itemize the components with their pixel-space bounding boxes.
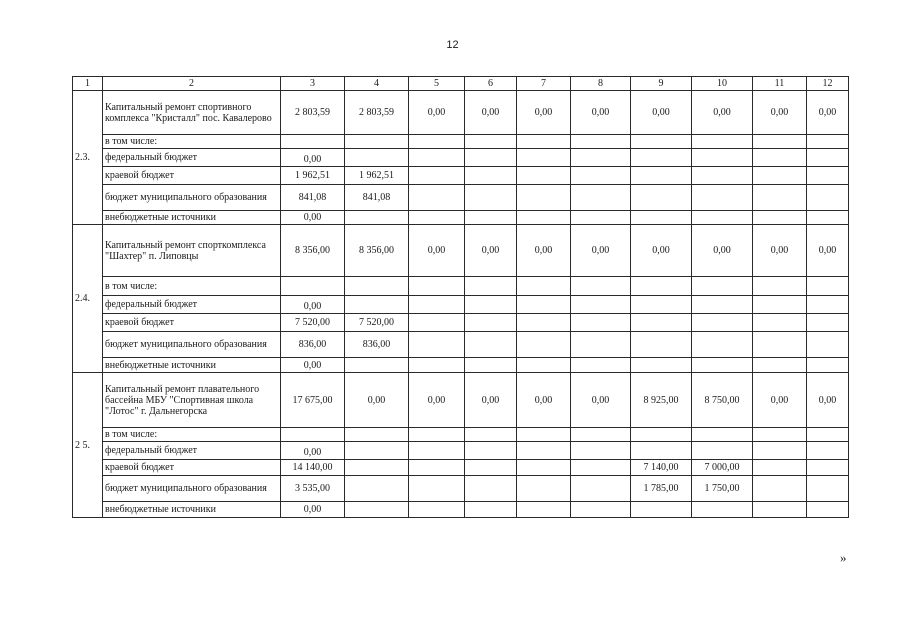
column-header: 8 bbox=[571, 77, 631, 91]
table-row bbox=[73, 185, 849, 211]
value-cell: 0,00 bbox=[281, 296, 345, 314]
value-cell: 0,00 bbox=[692, 225, 753, 277]
value-cell bbox=[409, 460, 465, 476]
value-cell bbox=[753, 460, 807, 476]
table-row bbox=[73, 460, 849, 476]
value-cell: 1 785,00 bbox=[631, 476, 692, 502]
table-row bbox=[73, 332, 849, 358]
column-header: 2 bbox=[103, 77, 281, 91]
column-header: 12 bbox=[807, 77, 849, 91]
value-cell bbox=[465, 476, 517, 502]
value-cell: 7 520,00 bbox=[345, 314, 409, 332]
value-cell bbox=[571, 476, 631, 502]
budget-table bbox=[72, 76, 849, 518]
value-cell: 0,00 bbox=[409, 91, 465, 135]
value-cell: 0,00 bbox=[281, 211, 345, 225]
value-cell bbox=[807, 476, 849, 502]
value-cell: 0,00 bbox=[281, 358, 345, 373]
regional-label: краевой бюджет bbox=[103, 167, 281, 185]
federal-label: федеральный бюджет bbox=[103, 296, 281, 314]
value-cell bbox=[345, 149, 409, 167]
value-cell: 1 750,00 bbox=[692, 476, 753, 502]
value-cell bbox=[345, 476, 409, 502]
extra-budget-label: внебюджетные источники bbox=[103, 211, 281, 225]
column-header: 6 bbox=[465, 77, 517, 91]
value-cell: 1 962,51 bbox=[281, 167, 345, 185]
regional-label: краевой бюджет bbox=[103, 460, 281, 476]
value-cell: 0,00 bbox=[753, 373, 807, 428]
table-row bbox=[73, 277, 849, 296]
value-cell: 8 356,00 bbox=[281, 225, 345, 277]
value-cell: 0,00 bbox=[571, 373, 631, 428]
value-cell: 0,00 bbox=[692, 91, 753, 135]
value-cell: 14 140,00 bbox=[281, 460, 345, 476]
municipal-label: бюджет муниципального образования bbox=[103, 185, 281, 211]
including-label: в том числе: bbox=[103, 135, 281, 149]
value-cell: 0,00 bbox=[517, 91, 571, 135]
value-cell: 8 750,00 bbox=[692, 373, 753, 428]
table-row bbox=[73, 502, 849, 518]
value-cell: 0,00 bbox=[281, 442, 345, 460]
value-cell: 0,00 bbox=[807, 91, 849, 135]
value-cell: 7 520,00 bbox=[281, 314, 345, 332]
value-cell: 0,00 bbox=[631, 225, 692, 277]
table-row bbox=[73, 358, 849, 373]
row-number: 2.3. bbox=[73, 91, 103, 225]
column-header: 4 bbox=[345, 77, 409, 91]
column-number-row bbox=[73, 77, 849, 91]
value-cell bbox=[753, 476, 807, 502]
value-cell bbox=[465, 460, 517, 476]
object-name: Капитальный ремонт спорткомплекса "Шахтер" п. Липовцы bbox=[103, 225, 281, 277]
value-cell: 836,00 bbox=[345, 332, 409, 358]
federal-label: федеральный бюджет bbox=[103, 442, 281, 460]
value-cell: 0,00 bbox=[631, 91, 692, 135]
column-header: 11 bbox=[753, 77, 807, 91]
table-row bbox=[73, 314, 849, 332]
regional-label: краевой бюджет bbox=[103, 314, 281, 332]
object-name: Капитальный ремонт спортивного комплекса "Кристалл" пос. Кавалерово bbox=[103, 91, 281, 135]
value-cell: 0,00 bbox=[409, 373, 465, 428]
page-number: 12 bbox=[446, 39, 459, 51]
value-cell: 0,00 bbox=[807, 373, 849, 428]
table-row bbox=[73, 442, 849, 460]
value-cell bbox=[517, 460, 571, 476]
column-header: 5 bbox=[409, 77, 465, 91]
value-cell: 0,00 bbox=[517, 225, 571, 277]
column-header: 3 bbox=[281, 77, 345, 91]
value-cell: 0,00 bbox=[345, 373, 409, 428]
value-cell: 0,00 bbox=[281, 149, 345, 167]
value-cell: 0,00 bbox=[517, 373, 571, 428]
value-cell bbox=[409, 476, 465, 502]
value-cell: 0,00 bbox=[409, 225, 465, 277]
value-cell bbox=[345, 460, 409, 476]
federal-label: федеральный бюджет bbox=[103, 149, 281, 167]
column-header: 7 bbox=[517, 77, 571, 91]
value-cell: 841,08 bbox=[281, 185, 345, 211]
table-row bbox=[73, 296, 849, 314]
column-header: 10 bbox=[692, 77, 753, 91]
value-cell: 17 675,00 bbox=[281, 373, 345, 428]
table-row bbox=[73, 476, 849, 502]
value-cell: 8 356,00 bbox=[345, 225, 409, 277]
continuation-mark: » bbox=[840, 550, 847, 565]
table-row bbox=[73, 211, 849, 225]
value-cell: 3 535,00 bbox=[281, 476, 345, 502]
value-cell: 836,00 bbox=[281, 332, 345, 358]
object-name: Капитальный ремонт плавательного бассейна МБУ "Спортивная школа "Лотос" г. Дальнегорска bbox=[103, 373, 281, 428]
value-cell: 8 925,00 bbox=[631, 373, 692, 428]
value-cell: 7 000,00 bbox=[692, 460, 753, 476]
municipal-label: бюджет муниципального образования bbox=[103, 476, 281, 502]
value-cell: 0,00 bbox=[753, 225, 807, 277]
value-cell: 0,00 bbox=[281, 502, 345, 518]
table-row bbox=[73, 428, 849, 442]
value-cell bbox=[571, 460, 631, 476]
table-row bbox=[73, 167, 849, 185]
value-cell bbox=[517, 476, 571, 502]
including-label: в том числе: bbox=[103, 277, 281, 296]
value-cell bbox=[345, 442, 409, 460]
value-cell: 0,00 bbox=[465, 225, 517, 277]
value-cell: 0,00 bbox=[807, 225, 849, 277]
value-cell: 2 803,59 bbox=[281, 91, 345, 135]
row-number: 2.4. bbox=[73, 225, 103, 373]
table-row bbox=[73, 91, 849, 135]
value-cell: 7 140,00 bbox=[631, 460, 692, 476]
table-row bbox=[73, 225, 849, 277]
value-cell: 0,00 bbox=[465, 91, 517, 135]
table-row bbox=[73, 373, 849, 428]
extra-budget-label: внебюджетные источники bbox=[103, 502, 281, 518]
value-cell: 2 803,59 bbox=[345, 91, 409, 135]
municipal-label: бюджет муниципального образования bbox=[103, 332, 281, 358]
value-cell bbox=[345, 296, 409, 314]
column-header: 9 bbox=[631, 77, 692, 91]
value-cell: 0,00 bbox=[465, 373, 517, 428]
value-cell: 841,08 bbox=[345, 185, 409, 211]
table-row bbox=[73, 149, 849, 167]
value-cell: 0,00 bbox=[571, 91, 631, 135]
value-cell: 0,00 bbox=[753, 91, 807, 135]
value-cell: 0,00 bbox=[571, 225, 631, 277]
row-number: 2 5. bbox=[73, 373, 103, 518]
including-label: в том числе: bbox=[103, 428, 281, 442]
table-row bbox=[73, 135, 849, 149]
value-cell: 1 962,51 bbox=[345, 167, 409, 185]
extra-budget-label: внебюджетные источники bbox=[103, 358, 281, 373]
column-header: 1 bbox=[73, 77, 103, 91]
value-cell bbox=[807, 460, 849, 476]
